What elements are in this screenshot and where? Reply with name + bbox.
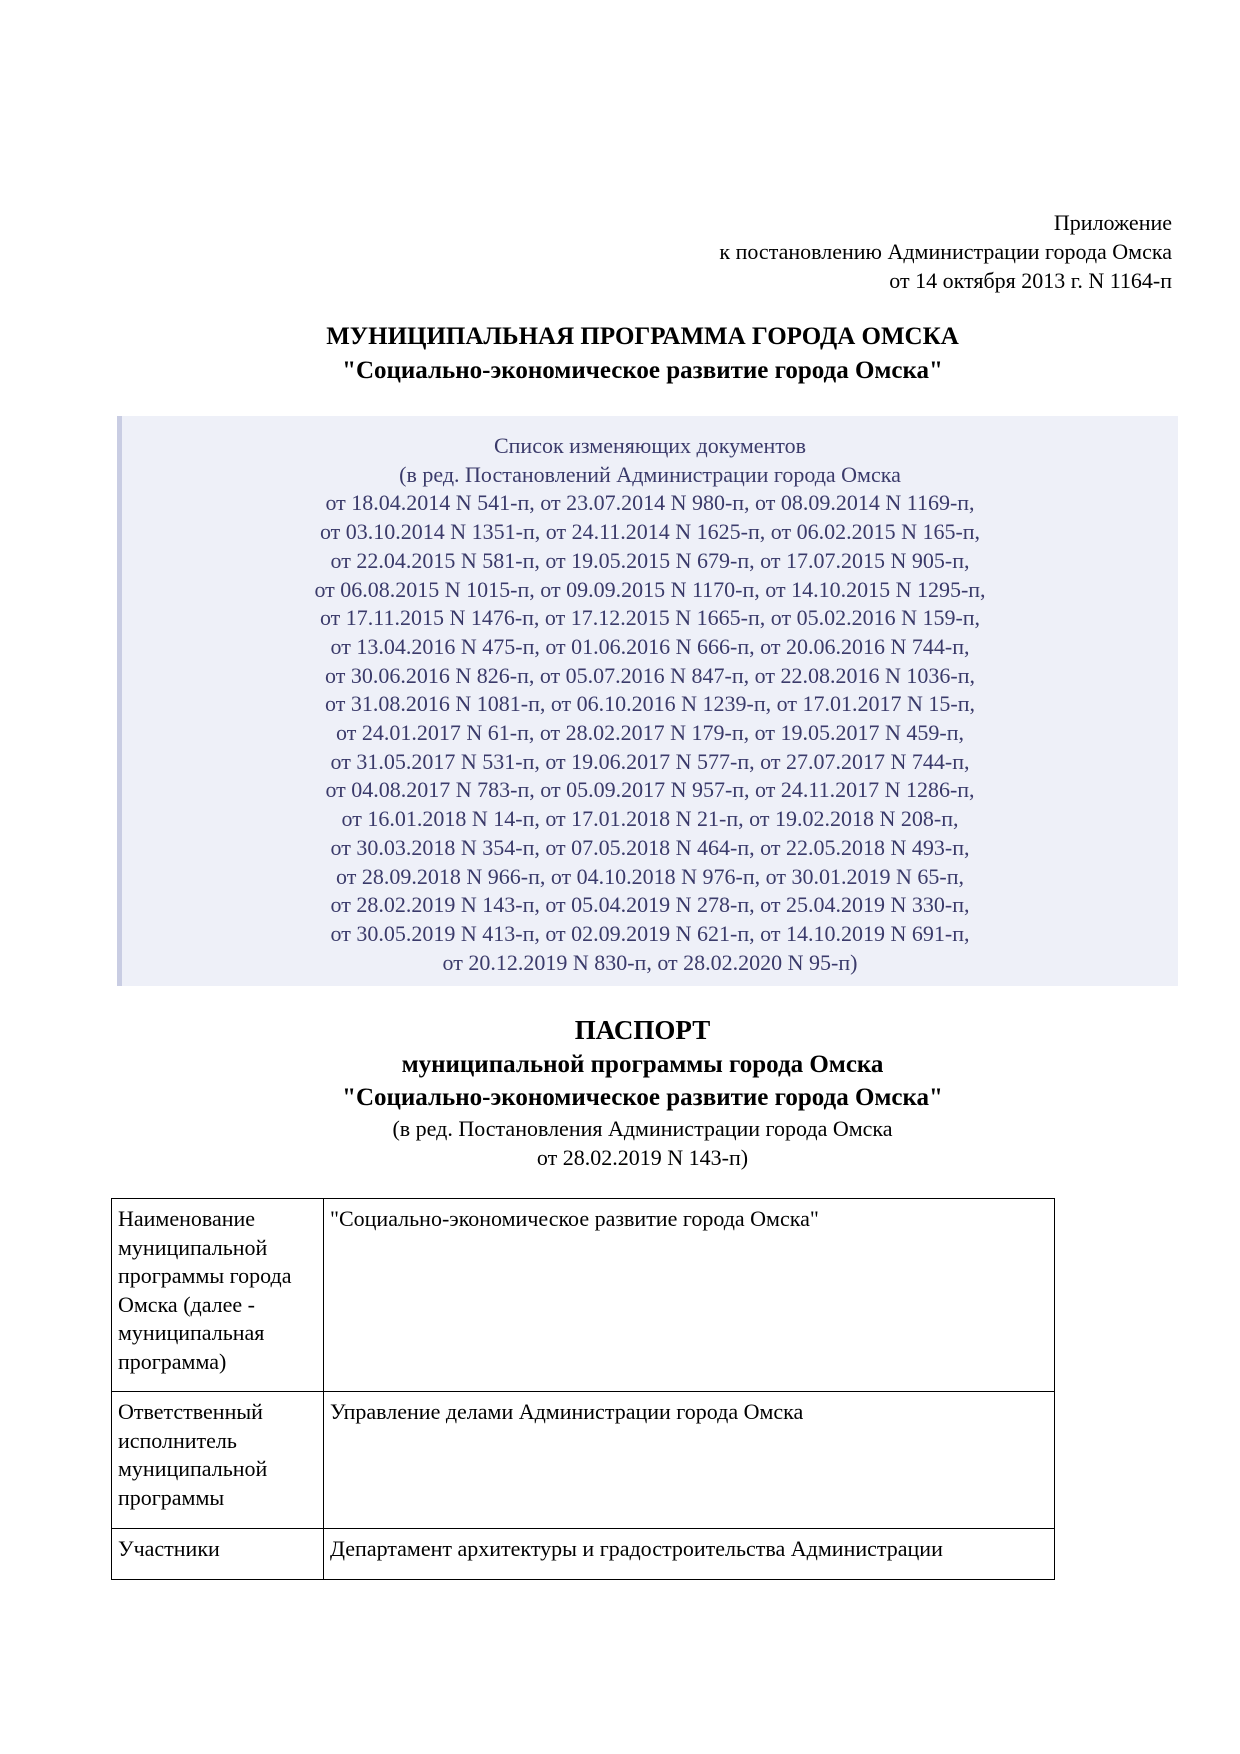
appendix-line: к постановлению Администрации города Омска — [719, 239, 1172, 264]
passport-subtitle: муниципальной программы города Омска — [401, 1051, 884, 1078]
changes-line: от 22.04.2015 N 581-п, от 19.05.2015 N 679-п, от 17.07.2015 N 905-п, — [330, 547, 970, 573]
changes-line: от 31.08.2016 N 1081-п, от 06.10.2016 N 1239-п, от 17.01.2017 N 15-п, — [325, 691, 975, 717]
passport-subtitle: "Социально-экономическое развитие города Омска" — [342, 1084, 943, 1111]
row-label-line: муниципальная — [118, 1320, 265, 1345]
row-label-line: Ответственный — [118, 1399, 263, 1424]
changes-line: от 30.06.2016 N 826-п, от 05.07.2016 N 847-п, от 22.08.2016 N 1036-п, — [325, 662, 975, 688]
row-label-line: муниципальной — [118, 1234, 268, 1260]
passport-note: (в ред. Постановления Администрации города Омска — [392, 1116, 893, 1141]
program-title-block — [110, 320, 1175, 388]
table-row — [112, 1392, 1055, 1529]
passport-note: от 28.02.2019 N 143-п) — [536, 1145, 749, 1170]
changes-line: от 16.01.2018 N 14-п, от 17.01.2018 N 21-п, от 19.02.2018 N 208-п, — [341, 806, 959, 832]
row-value: "Социально-экономическое развитие города Омска" — [324, 1199, 1055, 1392]
changes-line: от 13.04.2016 N 475-п, от 01.06.2016 N 666-п, от 20.06.2016 N 744-п, — [330, 633, 970, 659]
changes-list-box — [117, 416, 1178, 986]
row-value: Департамент архитектуры и градостроительства Администрации — [324, 1529, 1055, 1580]
row-label-line: программы города — [118, 1263, 292, 1288]
changes-line: от 30.03.2018 N 354-п, от 07.05.2018 N 464-п, от 22.05.2018 N 493-п, — [330, 834, 970, 860]
passport-title: ПАСПОРТ — [574, 1015, 711, 1045]
changes-heading: Список изменяющих документов — [493, 433, 806, 458]
table-row — [112, 1529, 1055, 1580]
passport-table — [111, 1198, 1055, 1580]
appendix-line: Приложение — [1053, 210, 1172, 235]
appendix-line: от 14 октября 2013 г. N 1164-п — [889, 268, 1172, 293]
changes-line: от 24.01.2017 N 61-п, от 28.02.2017 N 179-п, от 19.05.2017 N 459-п, — [336, 720, 964, 746]
changes-line: от 28.09.2018 N 966-п, от 04.10.2018 N 976-п, от 30.01.2019 N 65-п, — [336, 863, 964, 889]
changes-line: от 04.08.2017 N 783-п, от 05.09.2017 N 957-п, от 24.11.2017 N 1286-п, — [325, 777, 975, 803]
appendix-header — [472, 208, 1172, 295]
row-label — [112, 1199, 324, 1392]
row-label — [112, 1392, 324, 1529]
changes-line: от 31.05.2017 N 531-п, от 19.06.2017 N 577-п, от 27.07.2017 N 744-п, — [330, 748, 970, 774]
row-label-line: муниципальной — [118, 1456, 268, 1481]
table-row — [112, 1199, 1055, 1392]
row-label-line: Омска (далее - — [118, 1291, 256, 1317]
program-subtitle: "Социально-экономическое развитие города Омска" — [342, 357, 943, 384]
changes-line: (в ред. Постановлений Администрации города Омска — [399, 461, 901, 487]
row-label — [112, 1529, 324, 1580]
row-label-line: Наименование — [118, 1206, 256, 1231]
passport-heading — [110, 1012, 1175, 1172]
changes-line: от 30.05.2019 N 413-п, от 02.09.2019 N 621-п, от 14.10.2019 N 691-п, — [330, 920, 970, 946]
changes-line: от 06.08.2015 N 1015-п, от 09.09.2015 N 1170-п, от 14.10.2015 N 1295-п, — [314, 576, 986, 602]
row-label-line: исполнитель — [118, 1427, 237, 1453]
row-label-line: программы — [118, 1484, 225, 1510]
changes-line: от 17.11.2015 N 1476-п, от 17.12.2015 N 1665-п, от 05.02.2016 N 159-п, — [319, 605, 981, 631]
changes-line: от 03.10.2014 N 1351-п, от 24.11.2014 N 1625-п, от 06.02.2015 N 165-п, — [319, 519, 981, 545]
row-label-line: Участники — [118, 1536, 220, 1561]
program-title: МУНИЦИПАЛЬНАЯ ПРОГРАММА ГОРОДА ОМСКА — [326, 323, 959, 350]
row-label-line: программа) — [118, 1348, 227, 1374]
changes-line: от 18.04.2014 N 541-п, от 23.07.2014 N 980-п, от 08.09.2014 N 1169-п, — [325, 490, 975, 516]
changes-line: от 28.02.2019 N 143-п, от 05.04.2019 N 278-п, от 25.04.2019 N 330-п, — [330, 892, 970, 918]
row-value: Управление делами Администрации города Омска — [324, 1392, 1055, 1529]
changes-line: от 20.12.2019 N 830-п, от 28.02.2020 N 95-п) — [442, 949, 858, 975]
